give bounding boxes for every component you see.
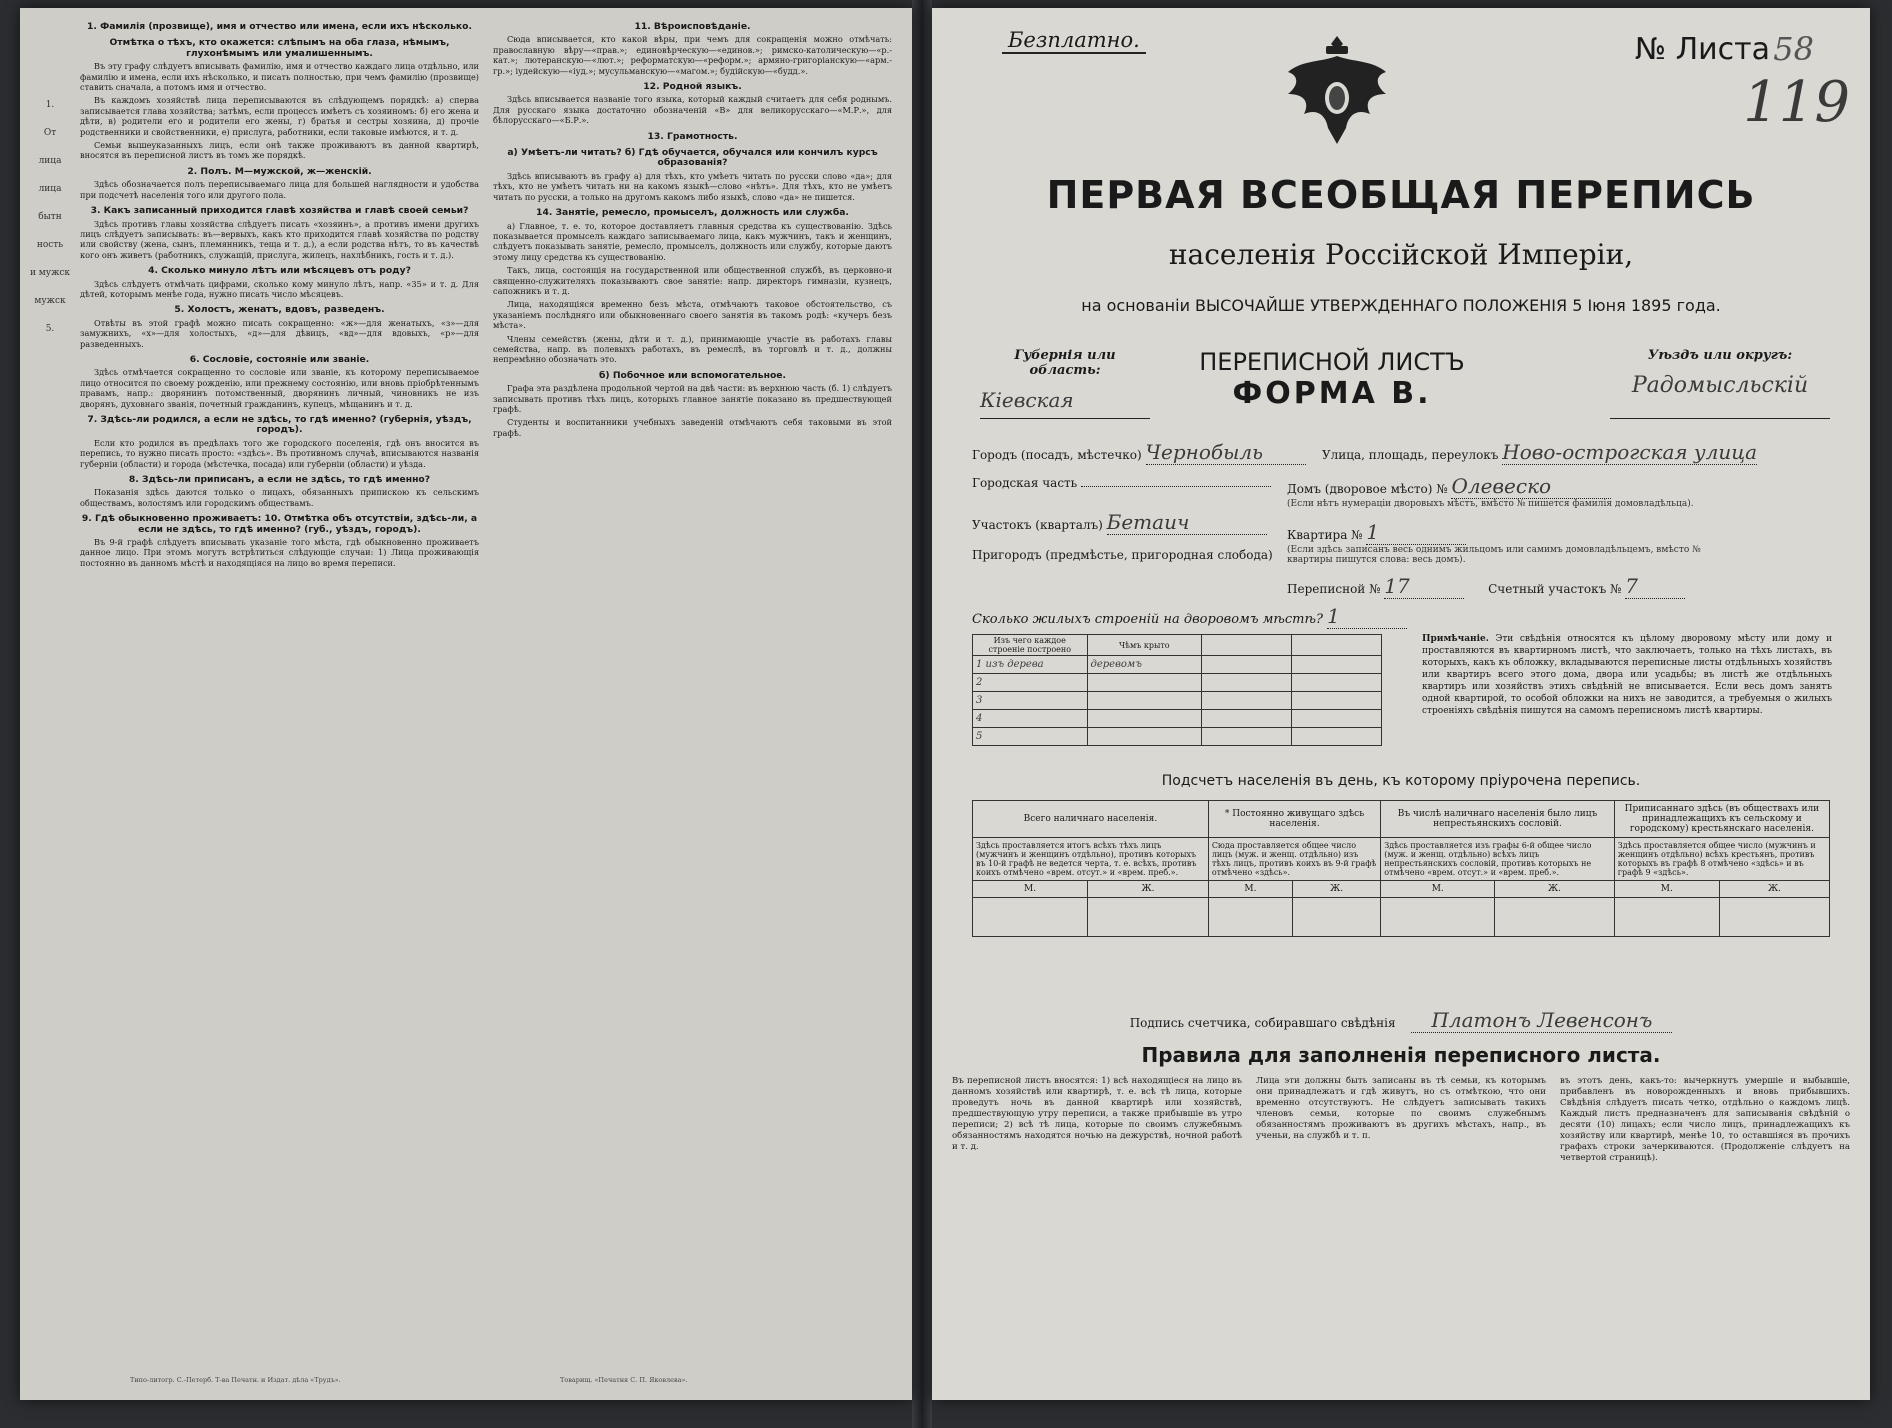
district-block <box>1610 348 1830 419</box>
instruction-paragraph: Здѣсь вписывается названіе того языка, который каждый считаетъ для себя роднымъ. Для русскаго языка достаточно обозначеній «В» для великорусскаго—«М.Р.», для бѣлорусскаго—«Б.Р.». <box>493 94 892 126</box>
instruction-paragraph: Сюда вписывается, кто какой вѣры, при чемъ для сокращенія можно отмѣчать: православную вѣру—«прав.»; единовѣрческую—«единов.»; римско-католическую—«р.-кат.»; лютеранскую—«лют.»; реформатскую—«реформ.»; армяно-григоріанскую—«арм.-гр.»; іудейскую—«іуд.»; мусульманскую—«магом.»; будійскую—«будд.». <box>493 34 892 76</box>
census-number-value: 17 <box>1384 574 1464 599</box>
count-table-headers <box>973 801 1830 838</box>
census-title: ПЕРВАЯ ВСЕОБЩАЯ ПЕРЕПИСЬ <box>1046 173 1756 217</box>
archive-folio-number: 119 <box>1743 70 1850 135</box>
house-value: Олевеско <box>1451 474 1611 499</box>
instruction-paragraph: Семьи вышеуказанныхъ лицъ, если онѣ также проживаютъ въ данной квартирѣ, вносятся въ переписной листъ въ томъ же порядкѣ. <box>80 140 479 161</box>
province-block <box>980 348 1150 419</box>
instruction-paragraph: Здѣсь вписываютъ въ графу а) для тѣхъ, кто умѣетъ читать по русски слово «да»; для тѣхъ, кто не умѣетъ читать ни на какомъ языкѣ—слово «нѣтъ». Для тѣхъ, кто не умѣетъ читать по русски, а только на другомъ какомъ либо языкѣ, слово «да» не пишется. <box>493 170 892 202</box>
imprint-right: Товарищ. «Печатня С. П. Яковлева». <box>560 1376 688 1384</box>
count-column-header: Приписаннаго здѣсь (въ обществахъ или принадлежащихъ къ сельскому и городскому) крестьянскаго населенія. <box>1614 801 1829 838</box>
buildings-table-header <box>973 635 1382 656</box>
buildings-cell <box>1202 692 1292 710</box>
count-district-value: 7 <box>1625 574 1685 599</box>
buildings-value: 1 <box>1327 604 1407 629</box>
house-note: (Если нѣтъ нумераціи дворовыхъ мѣстъ, вмѣсто № пишется фамилія домовладѣльца). <box>1287 499 1694 509</box>
book-spine <box>912 0 932 1428</box>
buildings-column-header <box>1202 635 1292 656</box>
count-table-value-row <box>973 898 1830 937</box>
buildings-cell <box>1292 692 1382 710</box>
count-column-note: Сюда проставляется общее число лицъ (муж. и женщ. отдѣльно) изъ тѣхъ лицъ, противъ коихъ въ 9-й графѣ отмѣчено «здѣсь». <box>1208 838 1380 881</box>
sheet-title-block <box>1182 348 1482 411</box>
instruction-paragraph: Въ эту графу слѣдуетъ вписывать фамилію, имя и отчество каждаго лица отдѣльно, или фамилію и имена, если ихъ нѣсколько, и писать полностью, при чемъ фамилію (прозвище) ставить сначала, а потомъ имя и отчество. <box>80 61 479 93</box>
instruction-heading: а) Умѣетъ-ли читать? б) Гдѣ обучается, обучался или кончилъ курсъ образованія? <box>507 147 878 169</box>
buildings-row <box>973 692 1382 710</box>
count-value-cell <box>1292 898 1380 937</box>
buildings-column-header: Чѣмъ крыто <box>1087 635 1202 656</box>
instruction-paragraph: Лица, находящіяся временно безъ мѣста, отмѣчаютъ таковое обстоятельство, съ указаніемъ послѣдняго или обыкновеннаго своего занятія въ такомъ родѣ: «кучеръ безъ мѣста». <box>493 299 892 331</box>
instruction-paragraph: Въ каждомъ хозяйствѣ лица переписываются въ слѣдующемъ порядкѣ: а) сперва записывается глава хозяйства; затѣмъ, если процессъ имѣетъ съ хозяиномъ: б) его жена и дѣти, в) родители его и родители его жены, г) братья и сестры хозяина, д) прочіе родственники и свойственники, е) прислуга, работники, если таковые имѣются, и т. д. <box>80 95 479 137</box>
instruction-paragraph: Здѣсь слѣдуетъ отмѣчать цифрами, сколько кому минуло лѣтъ, напр. «35» и т. д. Для дѣтей, которымъ менѣе года, нужно писать число мѣсяцевъ. <box>80 278 479 299</box>
count-value-cell <box>1719 898 1829 937</box>
suburb-label: Пригородъ (предмѣстье, пригородная слобода) <box>972 548 1273 562</box>
margin-note: мужск <box>34 296 66 306</box>
instruction-heading: 8. Здѣсь-ли приписанъ, а если не здѣсь, то гдѣ именно? <box>128 474 431 486</box>
rules-column-1: Въ переписной листъ вносятся: 1) всѣ находящіеся на лицо въ данномъ хозяйствѣ или квартирѣ, т. е. всѣ тѣ лица, которые проведутъ ночь въ данной квартирѣ или хозяйствѣ, предшествующую утру переписи, а также прибывшіе въ утро переписи; 2) всѣ тѣ лица, которые по своимъ служебнымъ обязанностямъ находятся ночью на дежурствѣ, ночной работѣ и т. д. <box>952 1076 1242 1152</box>
female-column-label: Ж. <box>1292 881 1380 898</box>
apartment-note: (Если здѣсь записанъ весь однимъ жильцомъ или самимъ домовладѣльцемъ, вмѣсто № квартиры пишутся слова: весь домъ). <box>1287 545 1701 565</box>
instruction-paragraph: Здѣсь противъ главы хозяйства слѣдуетъ писать «хозяинъ», а противъ имени другихъ лицъ слѣдуетъ записывать: въ—вервыхъ, какъ кто приходится главѣ хозяйства по родству или свойству (жена, сынъ, племянникъ, теща и т. д.), а если родства нѣтъ, то въ качествѣ кого онъ живетъ (работникъ, служащій, прислуга, жилецъ, нахлѣбникъ, гость и т. д.). <box>80 218 479 260</box>
buildings-row <box>973 710 1382 728</box>
buildings-cell <box>1087 692 1202 710</box>
instruction-heading: 14. Занятіе, ремесло, промыселъ, должность или служба. <box>536 207 849 219</box>
buildings-cell <box>1202 710 1292 728</box>
instruction-paragraph: Такъ, лица, состоящія на государственной или общественной службѣ, въ церковно-и священно-служителяхъ показываютъ свое занятіе: напр. директоръ гимназіи, кузнецъ, сапожникъ и т. д. <box>493 265 892 296</box>
buildings-cell <box>1087 728 1202 746</box>
instruction-heading: 9. Гдѣ обыкновенно проживаетъ: 10. Отмѣтка объ отсутствіи, здѣсь-ли, а если не здѣсь, то гдѣ именно? (губ., уѣздъ, городъ). <box>81 513 478 535</box>
census-basis: на основаніи ВЫСОЧАЙШЕ УТВЕРЖДЕННАГО ПОЛОЖЕНІЯ 5 Іюня 1895 года. <box>1081 296 1721 315</box>
female-column-label: Ж. <box>1719 881 1829 898</box>
note-label: Примѣчаніе. <box>1422 634 1489 644</box>
rules-column-3: въ этотъ день, какъ-то: вычеркнутъ умершіе и выбывшіе, прибавленъ въ новорожденныхъ и вновь прибывшихъ. Свѣдѣнія слѣдуетъ писать четко, отдѣльно о каждомъ лицѣ. Каждый листъ предназначенъ для записыванія свѣдѣній о десяти (10) лицахъ; если число лицъ, принадлежащихъ къ хозяйству или квартирѣ, менѣе 10, то оставшіяся въ прочихъ графахъ строки зачеркиваются. (Продолженіе слѣдуетъ на четвертой страницѣ). <box>1560 1076 1850 1163</box>
instruction-paragraph: Студенты и воспитанники учебныхъ заведеній отмѣчаютъ себя таковыми въ этой графѣ. <box>493 417 892 438</box>
uezd-label: Уѣздъ или округъ: <box>1647 348 1793 363</box>
count-column-header: Всего наличнаго населенія. <box>973 801 1209 838</box>
margin-note: ность <box>36 240 64 250</box>
buildings-cell <box>1292 656 1382 674</box>
form-title: ФОРМА В. <box>1232 376 1432 411</box>
instruction-heading: 7. Здѣсь-ли родился, а если не здѣсь, то гдѣ именно? (губернія, уѣздъ, городъ). <box>87 414 472 436</box>
buildings-table <box>972 634 1382 746</box>
city-part-row <box>972 476 1271 490</box>
instructions-column-1 <box>80 16 479 1370</box>
margin-note: От <box>43 128 57 138</box>
population-count-title: Подсчетъ населенія въ день, къ которому пріурочена перепись. <box>1161 773 1641 789</box>
imprint-left: Типо-литогр. С.-Петерб. Т-ва Печатн. и Издат. дѣла «Трудъ». <box>130 1376 341 1384</box>
street-label: Улица, площадь, переулокъ <box>1322 448 1499 462</box>
count-table-mf-row <box>973 881 1830 898</box>
imperial-eagle-emblem <box>1282 32 1392 152</box>
instruction-heading: 5. Холостъ, женатъ, вдовъ, разведенъ. <box>174 304 385 316</box>
enumerator-signature-row <box>932 1008 1870 1032</box>
buildings-row <box>973 656 1382 674</box>
male-column-label: М. <box>973 881 1088 898</box>
male-column-label: М. <box>1614 881 1719 898</box>
rules-column-2: Лица эти должны быть записаны въ тѣ семьи, къ которымъ они принадлежатъ и гдѣ живутъ, но съ отмѣткою, что они временно отсутствуютъ. Не слѣдуетъ записывать такихъ членовъ семьи, которые по своимъ служебнымъ обязанностямъ проживаютъ въ другихъ мѣстахъ, напр., въ ученьи, на службѣ и т. п. <box>1256 1076 1546 1141</box>
apartment-row <box>1287 520 1707 565</box>
city-row <box>972 440 1306 465</box>
rules-title: Правила для заполненія переписного листа. <box>1141 1043 1661 1067</box>
margin-note: и мужск <box>29 268 71 278</box>
buildings-column-header: Изъ чего каждое строеніе построено <box>973 635 1088 656</box>
instruction-heading: Отмѣтка о тѣхъ, кто окажется: слѣпымъ на оба глаза, нѣмымъ, глухонѣмымъ или умалишеннымъ. <box>109 37 450 59</box>
buildings-cell: деревомъ <box>1087 656 1202 674</box>
apartment-value: 1 <box>1366 520 1466 545</box>
census-number-row <box>1287 574 1685 599</box>
buildings-cell <box>1202 728 1292 746</box>
census-subtitle: населенія Россійской Имперіи, <box>1168 238 1634 271</box>
sheet-number-value: 58 <box>1773 30 1814 68</box>
buildings-row <box>973 674 1382 692</box>
census-sheet-title: ПЕРЕПИСНОЙ ЛИСТЪ <box>1199 348 1465 376</box>
precinct-value: Бетаич <box>1107 510 1267 535</box>
instruction-paragraph: Если кто родился въ предѣлахъ того же городского поселенія, гдѣ онъ вносится въ перепись, то нужно писать просто: «здѣсь». Въ противномъ случаѣ, вписываются названія губерніи (области) и города (мѣстечка, посада) или губерніи (области) и уѣзда. <box>80 437 479 469</box>
city-part-label: Городская часть <box>972 476 1078 490</box>
note-text: Эти свѣдѣнія относятся къ цѣлому дворовому мѣсту или дому и проставляются въ квартирномъ листѣ, что заключаетъ, только на тѣхъ листахъ, въ которыхъ, какъ къ обложку, вкладываются переписные листы отдѣльныхъ хозяйствъ или квартиръ всего этого дома, двора или усадьбы; въ листѣ же отдѣльныхъ квартиръ или хозяйствъ этихъ свѣдѣній не вписывается. Если весь домъ занятъ одной квартирой, то особой обложки на нихъ не заводится, а требуемыя о жилыхъ строеніяхъ свѣдѣнія пишутся на самомъ переписномъ листѣ квартиры. <box>1422 634 1832 716</box>
margin-notes <box>28 98 72 350</box>
house-row <box>1287 474 1694 509</box>
count-column-note: Здѣсь проставляется общее число (мужчинъ и женщинъ отдѣльно) всѣхъ крестьянъ, противъ которыхъ въ графѣ 8 отмѣчено «здѣсь» и въ графѣ 9 «здѣсь». <box>1614 838 1829 881</box>
instruction-heading: 3. Какъ записанный приходится главѣ хозяйства и главѣ своей семьи? <box>90 205 469 217</box>
street-value: Ново-острогская улица <box>1502 440 1758 464</box>
instruction-heading: 2. Полъ. М—мужской, ж—женскій. <box>187 165 372 177</box>
count-column-note: Здѣсь проставляется итогъ всѣхъ тѣхъ лицъ (мужчинъ и женщинъ отдѣльно), противъ которыхъ въ 10-й графѣ не ведется черта, т. е. всѣхъ, противъ коихъ отмѣчено «врем. отсут.» и «врем. преб.». <box>973 838 1209 881</box>
instruction-paragraph: Здѣсь отмѣчается сокращенно то сословіе или званіе, къ которому переписываемое лицо относится по своему рожденію, или прежнему состоянію, или вновь пріобрѣтеннымъ правамъ, напр.: дворянинъ потомственный, дворянинъ личный, чиновникъ не изъ дворянъ, духовнаго званія, почетный гражданинъ, купецъ, мѣщанинъ и т. д. <box>80 367 479 409</box>
instruction-columns <box>80 16 892 1370</box>
female-column-label: Ж. <box>1495 881 1615 898</box>
instruction-heading: 12. Родной языкъ. <box>643 81 742 93</box>
rules-columns <box>952 1076 1850 1164</box>
instruction-paragraph: Здѣсь обозначается полъ переписываемаго лица для большей наглядности и удобства при подсчетѣ населенія того или другого пола. <box>80 179 479 200</box>
buildings-column-header <box>1292 635 1382 656</box>
count-district-label: Счетный участокъ № <box>1488 582 1622 596</box>
count-value-cell <box>973 898 1088 937</box>
left-page-instructions <box>20 8 912 1400</box>
street-row <box>1322 440 1860 465</box>
margin-note: 1. <box>45 100 55 110</box>
buildings-note <box>1422 633 1832 717</box>
right-page-census-form <box>932 8 1870 1400</box>
precinct-label: Участокъ (кварталъ) <box>972 518 1103 532</box>
instruction-paragraph: Отвѣты въ этой графѣ можно писать сокращенно: «ж»—для женатыхъ, «з»—для замужнихъ, «х»—для холостыхъ, «д»—для дѣвицъ, «вд»—для вдовыхъ, «р»—для разведенныхъ. <box>80 317 479 349</box>
count-column-header: Въ числѣ наличнаго населенія было лицъ непрестьянскихъ сословій. <box>1381 801 1615 838</box>
census-number-label: Переписной № <box>1287 582 1381 596</box>
count-value-cell <box>1614 898 1719 937</box>
buildings-row <box>972 604 1407 629</box>
instruction-paragraph: Показанія здѣсь даются только о лицахъ, обязанныхъ припискою къ сельскимъ обществамъ, волостямъ или городскимъ обществамъ. <box>80 487 479 508</box>
margin-note: лица <box>38 184 62 194</box>
buildings-cell: 5 <box>973 728 1088 746</box>
buildings-cell <box>1292 710 1382 728</box>
instruction-heading: 11. Вѣроисповѣданіе. <box>634 21 751 32</box>
buildings-cell <box>1292 674 1382 692</box>
count-value-cell <box>1208 898 1292 937</box>
buildings-cell: 2 <box>973 674 1088 692</box>
city-value: Чернобыль <box>1146 440 1306 465</box>
margin-note: лица <box>38 156 62 166</box>
instruction-heading: 6. Сословіе, состояніе или званіе. <box>189 353 370 365</box>
apartment-label: Квартира № <box>1287 528 1363 542</box>
female-column-label: Ж. <box>1088 881 1209 898</box>
count-value-cell <box>1088 898 1209 937</box>
population-count-table <box>972 800 1830 937</box>
buildings-cell: 1 изъ дерева <box>973 656 1088 674</box>
instruction-paragraph: а) Главное, т. е. то, которое доставляетъ главныя средства къ существованію. Здѣсь показывается промыселъ каждаго записываемаго лица, какъ мужчинъ, такъ и женщинъ, слѣдуетъ показывать занятіе, ремесло, промыселъ, должность или службу, которые даютъ этому лицу средства къ существованію. <box>493 220 892 262</box>
male-column-label: М. <box>1208 881 1292 898</box>
signature-label: Подпись счетчика, собиравшаго свѣдѣнія <box>1129 1016 1396 1030</box>
instruction-heading: 4. Сколько минуло лѣтъ или мѣсяцевъ отъ роду? <box>148 265 411 277</box>
instruction-heading: б) Побочное или вспомогательное. <box>599 369 786 381</box>
free-label: Безплатно. <box>1002 28 1146 54</box>
count-table-notes <box>973 838 1830 881</box>
precinct-row <box>972 510 1267 535</box>
house-label: Домъ (дворовое мѣсто) № <box>1287 482 1448 496</box>
buildings-cell: 4 <box>973 710 1088 728</box>
buildings-row <box>973 728 1382 746</box>
buildings-cell: 3 <box>973 692 1088 710</box>
uezd-value: Радомысльскій <box>1631 373 1809 398</box>
count-column-header: * Постоянно живущаго здѣсь населенія. <box>1208 801 1380 838</box>
province-label: Губернія или область: <box>1014 348 1116 378</box>
instruction-paragraph: Въ 9-й графѣ слѣдуетъ вписывать указаніе того мѣста, гдѣ обыкновенно проживаетъ данное лицо. При этомъ могутъ встрѣтиться слѣдующіе случаи: 1) Лица проживающія постоянно въ данномъ мѣстѣ и находящіяся на лицо во время переписи. <box>80 537 479 568</box>
male-column-label: М. <box>1381 881 1495 898</box>
instruction-paragraph: Члены семействъ (жены, дѣти и т. д.), принимающіе участіе въ работахъ главы семейства, напр. въ полевыхъ работахъ, въ ремеслѣ, въ торговлѣ и т. д., должны непремѣнно обозначать это. <box>493 333 892 365</box>
instructions-column-2 <box>493 16 892 1370</box>
buildings-label: Сколько жилыхъ строеній на дворовомъ мѣстѣ? <box>972 612 1323 627</box>
buildings-cell <box>1292 728 1382 746</box>
sheet-number-label: № Листа <box>1634 32 1770 67</box>
count-value-cell <box>1495 898 1615 937</box>
province-value: Кіевская <box>980 388 1074 412</box>
buildings-cell <box>1202 656 1292 674</box>
buildings-cell <box>1087 710 1202 728</box>
instruction-heading: 13. Грамотность. <box>647 130 738 142</box>
signature-value: Платонъ Левенсонъ <box>1411 1008 1672 1033</box>
instruction-heading: 1. Фамилія (прозвище), имя и отчество или имена, если ихъ нѣсколько. <box>87 21 472 32</box>
count-value-cell <box>1381 898 1495 937</box>
city-part-value <box>1081 486 1271 487</box>
margin-note: 5. <box>45 324 55 334</box>
buildings-cell <box>1087 674 1202 692</box>
count-column-note: Здѣсь проставляется изъ графы 6-й общее число (муж. и женщ. отдѣльно) всѣхъ лицъ непрестьянскихъ сословій, противъ которыхъ не отмѣчено «врем. отсут.» и «врем. преб.». <box>1381 838 1615 881</box>
margin-note: бытн <box>38 212 62 222</box>
form-header <box>972 348 1830 418</box>
suburb-row <box>972 548 1273 562</box>
city-label: Городъ (посадъ, мѣстечко) <box>972 448 1142 462</box>
instruction-paragraph: Графа эта раздѣлена продольной чертой на двѣ части: въ верхнюю часть (б. 1) слѣдуетъ записывать противъ тѣхъ лицъ, которыхъ главное занятіе показано въ предшествующей графѣ. <box>493 383 892 414</box>
buildings-cell <box>1202 674 1292 692</box>
